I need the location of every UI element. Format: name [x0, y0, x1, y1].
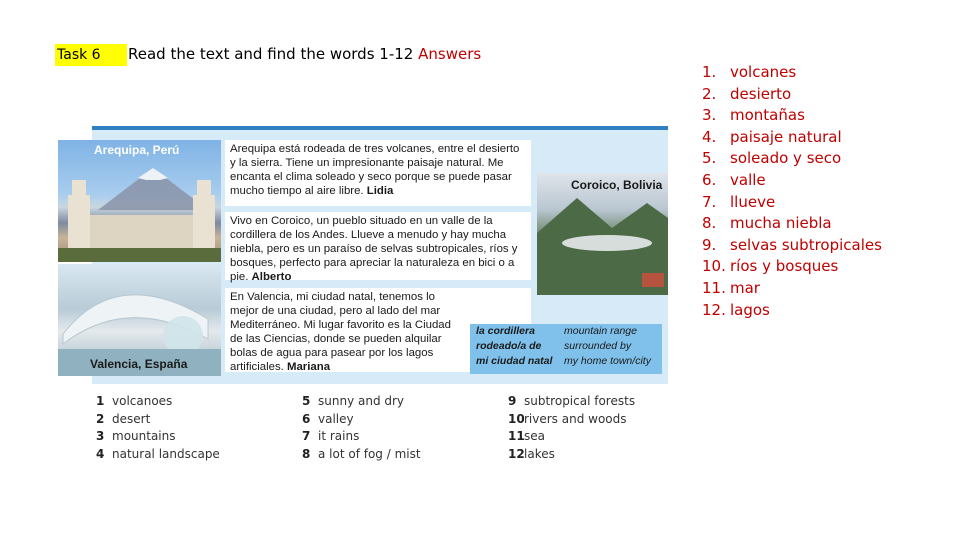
answer-text: paisaje natural: [730, 127, 842, 146]
answer-text: soleado y seco: [730, 149, 842, 168]
answer-item: [702, 170, 882, 192]
coroico-text: [225, 212, 531, 283]
answer-number: 9.: [702, 235, 717, 254]
vocab-number: 11: [508, 429, 525, 444]
answer-number: 6.: [702, 170, 717, 189]
text-author: Mariana: [286, 361, 331, 373]
glossary-english: my home town/city: [564, 355, 651, 367]
answer-text: valle: [730, 170, 766, 189]
vocab-number: 1: [96, 394, 105, 408]
vocab-item: [508, 411, 635, 429]
vocab-item: [96, 428, 220, 446]
answer-number: 7.: [702, 192, 717, 211]
text-body: Vivo en Coroico, un pueblo situado en un valle de la cordillera de los Andes. Llueve a menudo y hay mucha niebla, pero es un paraíso de selvas subtropicales, ríos y bosques, perfecto para apreciar la naturaleza en bici o a pie.: [230, 215, 518, 283]
answer-number: 12.: [702, 300, 726, 319]
glossary-spanish: rodeado/a de: [476, 340, 542, 352]
vocab-item: [508, 446, 635, 464]
text-author: Lidia: [366, 185, 394, 197]
coroico-label: Coroico, Bolivia: [571, 178, 663, 192]
text-author: Alberto: [251, 271, 292, 283]
arequipa-photo: [58, 140, 221, 262]
vocab-number: 10: [508, 411, 525, 426]
text-body: En Valencia, mi ciudad natal, tenemos lo mejor de una ciudad, pero al lado del mar Mediterráneo. Mi lugar favorito es la Ciudad de las Ciencias, donde se pueden alquilar bolas de agua para pasear por los lagos artificiales.: [230, 291, 451, 373]
answer-item: [702, 213, 882, 235]
answer-item: [702, 84, 882, 106]
answer-item: [702, 278, 882, 300]
answer-number: 5.: [702, 149, 717, 168]
vocab-item: [302, 393, 421, 411]
arequipa-text: [225, 140, 531, 206]
vocab-item: [302, 428, 421, 446]
task-label: Task 6: [55, 44, 127, 66]
glossary-spanish: mi ciudad natal: [476, 355, 553, 367]
answer-text: montañas: [730, 106, 805, 125]
vocab-number: 2: [96, 411, 105, 426]
answer-item: [702, 62, 882, 84]
answer-number: 3.: [702, 106, 717, 125]
instruction-text: Read the text and find the words 1-12: [128, 45, 414, 63]
vocab-number: 7: [302, 429, 311, 444]
vocab-word: valley: [318, 411, 354, 426]
answer-number: 10.: [702, 257, 726, 276]
valencia-label: Valencia, España: [90, 357, 188, 371]
instruction-heading: [128, 45, 481, 63]
vocab-number: 5: [302, 394, 311, 408]
answers-word: Answers: [418, 45, 482, 63]
vocab-item: [302, 411, 421, 429]
text-body: Arequipa está rodeada de tres volcanes, entre el desierto y la sierra. Tiene un impresionante paisaje natural. Me encanta el clima soleado y seco porque se puede pasar mucho tiempo al aire libre.: [230, 143, 520, 197]
glossary-box: [470, 324, 662, 374]
vocab-word: rivers and woods: [524, 411, 627, 426]
vocab-word: desert: [112, 411, 151, 426]
vocab-item: [508, 393, 635, 411]
vocab-number: 6: [302, 411, 311, 426]
answer-text: ríos y bosques: [730, 257, 839, 276]
glossary-row: [470, 354, 662, 369]
answer-text: mucha niebla: [730, 214, 832, 233]
answer-number: 1.: [702, 63, 717, 81]
answer-item: [702, 192, 882, 214]
answer-text: lagos: [730, 300, 770, 319]
glossary-english: surrounded by: [564, 340, 632, 352]
glossary-english: mountain range: [564, 325, 637, 337]
vocab-number: 12: [508, 446, 525, 461]
answer-number: 8.: [702, 214, 717, 233]
valencia-text-wrap: [230, 290, 460, 374]
answer-item: [702, 127, 882, 149]
vocab-number: 3: [96, 429, 105, 444]
vocab-number: 9: [508, 394, 517, 408]
answer-text: mar: [730, 278, 760, 297]
answer-item: [702, 105, 882, 127]
answer-number: 2.: [702, 84, 717, 103]
answer-item: [702, 148, 882, 170]
answer-text: desierto: [730, 84, 792, 103]
vocab-item: [508, 428, 635, 446]
vocab-word: lakes: [524, 446, 555, 461]
glossary-spanish: la cordillera: [476, 325, 535, 337]
vocab-item: [96, 411, 220, 429]
arequipa-cathedral-illustration: [58, 140, 221, 262]
answer-number: 4.: [702, 127, 717, 146]
vocab-word: subtropical forests: [524, 394, 636, 408]
answer-text: llueve: [730, 192, 776, 211]
vocab-number: 8: [302, 446, 311, 461]
vocab-word: natural landscape: [112, 446, 220, 461]
vocab-word: volcanoes: [112, 394, 173, 408]
answers-list: [702, 62, 882, 321]
answer-item: [702, 235, 882, 257]
vocab-word: sea: [524, 429, 545, 444]
vocab-word: it rains: [318, 429, 360, 444]
arequipa-label: Arequipa, Perú: [94, 143, 180, 157]
vocab-word: a lot of fog / mist: [318, 446, 421, 461]
answer-text: selvas subtropicales: [730, 235, 882, 254]
vocab-word: mountains: [112, 429, 176, 444]
vocab-item: [96, 446, 220, 464]
answer-number: 11.: [702, 278, 726, 297]
answer-item: [702, 300, 882, 322]
glossary-row: [470, 339, 662, 354]
vocab-item: [96, 393, 220, 411]
glossary-row: [470, 324, 662, 339]
vocab-column-3: [508, 393, 635, 463]
answer-text: volcanes: [730, 63, 797, 81]
vocab-item: [302, 446, 421, 464]
vocab-column-1: [96, 393, 220, 463]
vocab-word: sunny and dry: [318, 394, 405, 408]
vocab-column-2: [302, 393, 421, 463]
answer-item: [702, 256, 882, 278]
vocab-number: 4: [96, 446, 105, 461]
